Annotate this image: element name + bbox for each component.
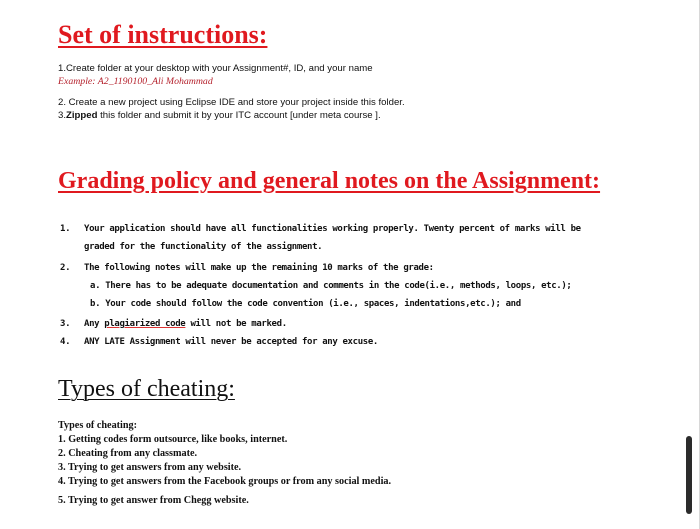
instruction-item-2: 2. Create a new project using Eclipse IDE and store your project inside this folder. — [58, 97, 405, 108]
cheating-item-4: 4. Trying to get answers from the Facebook groups or from any social media. — [58, 476, 392, 487]
grading-item-1-line-1: Your application should have all functionalities working properly. Twenty percent of marks will be — [84, 224, 581, 234]
cheating-item-2: 2. Cheating from any classmate. — [58, 448, 198, 459]
instruction-example: Example: A2_1190100_Ali Mohammad — [58, 76, 213, 87]
grading-item-4-number: 4. — [60, 337, 71, 347]
grading-item-3-post: will not be marked. — [185, 319, 287, 329]
grading-item-2b: b. Your code should follow the code convention (i.e., spaces, indentations,etc.); and — [90, 299, 521, 309]
cheating-item-5: 5. Trying to get answer from Chegg website. — [58, 495, 249, 506]
grading-item-3 — [60, 319, 287, 329]
cheating-subheading: Types of cheating: — [58, 420, 138, 431]
instruction-item-1: 1.Create folder at your desktop with your Assignment#, ID, and your name — [58, 63, 373, 74]
grading-item-2 — [60, 263, 434, 273]
grading-heading: Grading policy and general notes on the Assignment: — [58, 168, 601, 194]
grading-item-4-text: ANY LATE Assignment will never be accepted for any excuse. — [84, 337, 378, 347]
cheating-item-3: 3. Trying to get answers from any website. — [58, 462, 242, 473]
grading-item-1-line-2: graded for the functionality of the assignment. — [84, 242, 323, 252]
instruction-item-3 — [58, 110, 381, 121]
cheating-item-1: 1. Getting codes form outsource, like books, internet. — [58, 434, 288, 445]
grading-item-3-number: 3. — [60, 319, 71, 329]
grading-item-4 — [60, 337, 378, 347]
instruction-item-3-prefix: 3. — [58, 110, 67, 121]
grading-item-1 — [60, 224, 581, 234]
instruction-item-3-rest: this folder and submit it by your ITC account [under meta course ]. — [97, 110, 381, 121]
instruction-item-3-bold: Zipped — [66, 110, 98, 121]
grading-item-2-text: The following notes will make up the remaining 10 marks of the grade: — [84, 263, 434, 273]
vertical-scrollbar[interactable] — [686, 436, 692, 514]
grading-item-2a: a. There has to be adequate documentation and comments in the code(i.e., methods, loops, etc.); — [90, 281, 572, 291]
grading-item-1-number: 1. — [60, 224, 71, 234]
grading-item-3-underlined: plagiarized code — [104, 319, 186, 329]
grading-item-3-pre: Any — [84, 319, 105, 329]
grading-item-2-number: 2. — [60, 263, 71, 273]
instructions-heading: Set of instructions: — [58, 20, 268, 49]
cheating-heading: Types of cheating: — [58, 376, 235, 402]
